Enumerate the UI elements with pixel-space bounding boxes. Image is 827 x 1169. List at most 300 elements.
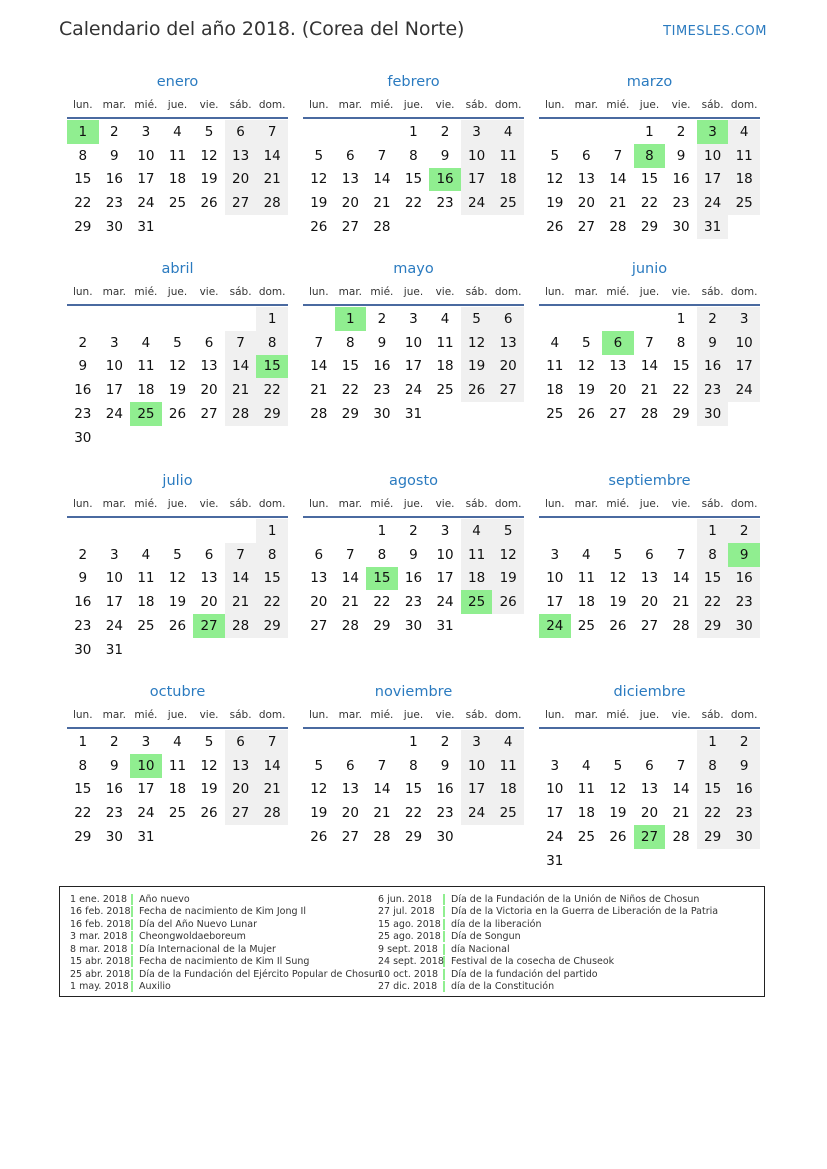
weekday-label: mié. [370, 99, 394, 111]
day-cell: 27 [609, 406, 627, 423]
day-cell: 8 [697, 543, 729, 567]
legend-holiday-name: Día de la Victoria en la Guerra de Liberación de la Patria [451, 906, 719, 918]
legend-holiday-name: día Nacional [451, 943, 510, 955]
day-cell: 30 [74, 429, 92, 446]
legend-date: 1 may. 2018 [70, 981, 133, 992]
day-cell: 11 [436, 334, 454, 351]
weekday-label: mar. [102, 99, 127, 111]
day-cell: 8 [676, 334, 686, 351]
day-cell: 17 [105, 594, 123, 611]
empty-cell [99, 307, 131, 331]
day-cell: 21 [256, 168, 288, 192]
day-cell: 13 [200, 358, 218, 375]
day-cell: 13 [225, 144, 257, 168]
month-name: agosto [388, 473, 439, 489]
empty-cell [303, 307, 335, 331]
day-cell: 4 [492, 730, 524, 754]
day-cell: 2 [78, 546, 88, 563]
day-cell: 28 [672, 829, 690, 846]
month-noviembre [303, 682, 524, 849]
day-cell: 27 [341, 829, 359, 846]
empty-cell [193, 307, 225, 331]
legend-date: 8 mar. 2018 [70, 944, 133, 955]
day-cell: 5 [314, 147, 324, 164]
day-cell: 5 [461, 307, 493, 331]
day-cell: 8 [256, 543, 288, 567]
day-cell: 17 [105, 382, 123, 399]
day-cell: 28 [640, 406, 659, 423]
day-cell: 15 [697, 778, 729, 802]
month-julio [67, 471, 288, 662]
legend-date: 6 jun. 2018 [378, 894, 445, 905]
day-cell: 17 [436, 570, 454, 587]
day-cell: 12 [310, 781, 328, 798]
day-cell: 28 [609, 219, 627, 236]
day-cell: 29 [697, 614, 729, 638]
day-cell: 6 [346, 757, 355, 774]
day-cell: 29 [74, 219, 92, 236]
day-cell: 19 [492, 567, 524, 591]
day-cell: 18 [546, 382, 564, 399]
day-cell: 21 [256, 778, 288, 802]
day-cell: 7 [256, 730, 288, 754]
day-cell: 19 [609, 805, 627, 822]
day-cell: 5 [173, 546, 182, 563]
day-cell: 27 [225, 191, 257, 215]
weekday-label: jue. [403, 286, 424, 298]
weekday-label: vie. [199, 498, 219, 510]
day-cell: 16 [728, 567, 760, 591]
legend-row [70, 931, 381, 944]
day-cell: 4 [582, 546, 591, 563]
day-cell: 7 [346, 546, 355, 563]
empty-cell [634, 730, 666, 754]
day-cell: 20 [225, 168, 257, 192]
day-cell: 6 [225, 120, 257, 144]
day-cell: 16 [105, 171, 123, 188]
day-cell: 19 [168, 382, 187, 399]
weekday-label: mié. [606, 99, 630, 111]
day-cell: 26 [168, 618, 187, 635]
day-cell: 19 [546, 195, 564, 212]
month-diciembre [539, 682, 760, 873]
day-cell: 14 [256, 754, 288, 778]
day-cell: 30 [436, 829, 454, 846]
legend-row [378, 906, 718, 919]
day-cell: 27 [492, 378, 524, 402]
day-cell: 25 [168, 195, 187, 212]
day-cell: 16 [105, 781, 123, 798]
day-cell: 14 [672, 781, 690, 798]
weekday-label: vie. [671, 286, 691, 298]
weekday-label: lun. [308, 99, 329, 111]
day-cell: 18 [137, 594, 155, 611]
day-cell: 16 [436, 781, 454, 798]
day-cell: 6 [582, 147, 591, 164]
day-cell: 11 [546, 358, 564, 375]
weekday-label: sáb. [701, 709, 724, 721]
weekday-label: sáb. [701, 498, 724, 510]
day-cell: 3 [550, 757, 560, 774]
day-cell: 24 [436, 594, 454, 611]
day-cell: 13 [577, 171, 595, 188]
day-cell: 22 [404, 805, 423, 822]
day-cell: 3 [728, 307, 760, 331]
day-cell: 18 [168, 781, 187, 798]
day-cell: 12 [200, 147, 218, 164]
weekday-header [67, 280, 288, 306]
empty-cell [634, 307, 666, 331]
day-cell: 25 [137, 618, 155, 635]
weekday-label: lun. [544, 498, 565, 510]
day-cell: 28 [373, 219, 391, 236]
day-cell: 20 [640, 805, 659, 822]
weekday-header [539, 703, 760, 729]
holiday-day-cell: 27 [634, 825, 666, 849]
day-cell: 4 [141, 334, 151, 351]
day-cell: 11 [137, 570, 155, 587]
month-name: junio [631, 261, 668, 277]
weekday-label: jue. [639, 99, 660, 111]
day-cell: 5 [204, 733, 214, 750]
day-cell: 21 [373, 805, 391, 822]
day-cell: 13 [310, 570, 328, 587]
weekday-label: dom. [730, 286, 758, 298]
month-name: febrero [387, 74, 440, 90]
day-cell: 24 [137, 195, 155, 212]
empty-cell [67, 519, 99, 543]
day-cell: 1 [645, 123, 654, 140]
day-cell: 24 [404, 382, 423, 399]
empty-cell [335, 120, 367, 144]
day-cell: 21 [225, 378, 257, 402]
day-cell: 1 [256, 519, 288, 543]
legend-row [378, 956, 718, 969]
day-cell: 20 [492, 355, 524, 379]
day-cell: 18 [137, 382, 155, 399]
weekday-label: lun. [72, 99, 93, 111]
day-cell: 14 [672, 570, 690, 587]
day-cell: 19 [310, 195, 328, 212]
day-cell: 16 [672, 171, 690, 188]
legend-date: 15 ago. 2018 [378, 919, 445, 930]
legend-holiday-name: Día de Songun [451, 931, 521, 943]
day-cell: 23 [105, 805, 123, 822]
day-cell: 14 [609, 171, 627, 188]
weekday-label: mar. [574, 286, 599, 298]
weekday-label: mié. [370, 498, 394, 510]
day-cell: 2 [676, 123, 686, 140]
day-cell: 7 [314, 334, 324, 351]
weekday-label: lun. [544, 286, 565, 298]
day-cell: 15 [672, 358, 690, 375]
day-cell: 31 [105, 641, 123, 658]
day-cell: 6 [225, 730, 257, 754]
day-cell: 23 [697, 378, 729, 402]
day-cell: 20 [609, 382, 627, 399]
month-abril [67, 259, 288, 450]
month-name: marzo [626, 74, 673, 90]
legend-date: 25 ago. 2018 [378, 931, 445, 942]
day-cell: 10 [404, 334, 423, 351]
day-cell: 29 [341, 406, 359, 423]
day-cell: 9 [440, 757, 450, 774]
day-cell: 2 [110, 123, 119, 140]
empty-cell [539, 730, 571, 754]
legend-holiday-name: día de la Constitución [451, 981, 555, 993]
weekday-label: mar. [338, 99, 363, 111]
day-cell: 13 [341, 171, 359, 188]
weekday-label: jue. [167, 286, 188, 298]
weekday-label: sáb. [465, 709, 488, 721]
day-cell: 5 [613, 546, 623, 563]
day-cell: 11 [728, 144, 760, 168]
day-cell: 3 [110, 334, 119, 351]
day-cell: 14 [373, 781, 391, 798]
day-cell: 7 [613, 147, 623, 164]
weekday-label: jue. [639, 286, 660, 298]
legend-date: 9 sept. 2018 [378, 944, 445, 955]
day-grid [303, 307, 524, 426]
day-cell: 9 [676, 147, 686, 164]
legend-holiday-name: Auxilio [139, 981, 171, 993]
day-cell: 5 [173, 334, 182, 351]
legend-holiday-name: Festival de la cosecha de Chuseok [451, 956, 615, 968]
day-cell: 25 [168, 805, 187, 822]
legend-holiday-name: Año nuevo [139, 893, 190, 905]
day-cell: 26 [492, 590, 524, 614]
day-cell: 29 [640, 219, 659, 236]
day-cell: 16 [728, 778, 760, 802]
legend-row [378, 981, 718, 994]
day-cell: 27 [225, 801, 257, 825]
weekday-label: vie. [435, 709, 455, 721]
day-cell: 22 [697, 801, 729, 825]
day-cell: 9 [78, 358, 88, 375]
day-cell: 3 [141, 733, 151, 750]
day-cell: 2 [78, 334, 88, 351]
day-cell: 5 [314, 757, 324, 774]
month-agosto [303, 471, 524, 638]
weekday-label: dom. [258, 99, 286, 111]
weekday-label: mié. [134, 286, 158, 298]
month-mayo [303, 259, 524, 426]
day-cell: 15 [697, 567, 729, 591]
day-cell: 22 [341, 382, 359, 399]
day-cell: 2 [728, 519, 760, 543]
empty-cell [130, 519, 162, 543]
day-cell: 19 [609, 594, 627, 611]
day-cell: 30 [697, 402, 729, 426]
empty-cell [634, 519, 666, 543]
day-cell: 2 [409, 522, 418, 539]
day-cell: 9 [728, 754, 760, 778]
day-cell: 24 [697, 191, 729, 215]
weekday-label: jue. [403, 498, 424, 510]
brand-link[interactable]: TIMESLES.COM [663, 24, 767, 39]
weekday-label: mar. [338, 709, 363, 721]
day-cell: 11 [461, 543, 493, 567]
day-cell: 26 [461, 378, 493, 402]
day-cell: 8 [377, 546, 387, 563]
day-cell: 14 [225, 567, 257, 591]
day-cell: 23 [436, 195, 454, 212]
holiday-day-cell: 25 [461, 590, 493, 614]
weekday-label: mar. [574, 99, 599, 111]
day-cell: 18 [492, 168, 524, 192]
legend-row [70, 981, 381, 994]
day-cell: 23 [105, 195, 123, 212]
day-cell: 14 [225, 355, 257, 379]
day-cell: 21 [609, 195, 627, 212]
day-cell: 3 [141, 123, 151, 140]
day-cell: 6 [645, 757, 654, 774]
day-cell: 5 [550, 147, 560, 164]
day-cell: 15 [256, 567, 288, 591]
day-cell: 19 [577, 382, 595, 399]
day-grid [539, 519, 760, 638]
day-cell: 24 [728, 378, 760, 402]
weekday-label: lun. [72, 709, 93, 721]
legend-holiday-name: Fecha de nacimiento de Kim Jong Il [139, 906, 306, 918]
day-cell: 31 [436, 618, 454, 635]
day-cell: 4 [728, 120, 760, 144]
legend-row [378, 943, 718, 956]
day-cell: 8 [697, 754, 729, 778]
legend-date: 24 sept. 2018 [378, 956, 444, 968]
legend-row [70, 918, 381, 931]
day-cell: 26 [310, 219, 328, 236]
weekday-label: dom. [258, 709, 286, 721]
legend-date: 16 feb. 2018 [70, 919, 133, 930]
day-cell: 1 [78, 733, 88, 750]
holiday-day-cell: 6 [602, 331, 634, 355]
legend-column-left [70, 893, 381, 993]
day-cell: 17 [137, 171, 155, 188]
empty-cell [335, 519, 367, 543]
day-cell: 9 [440, 147, 450, 164]
day-cell: 13 [492, 331, 524, 355]
legend-holiday-name: Día de la fundación del partido [451, 968, 598, 980]
month-name: mayo [393, 261, 434, 277]
legend-row [378, 931, 718, 944]
weekday-label: mié. [370, 286, 394, 298]
day-grid [539, 307, 760, 426]
day-cell: 17 [137, 781, 155, 798]
day-cell: 5 [613, 757, 623, 774]
weekday-label: lun. [308, 286, 329, 298]
empty-cell [193, 519, 225, 543]
weekday-label: vie. [199, 99, 219, 111]
day-cell: 12 [168, 358, 187, 375]
day-cell: 16 [373, 358, 391, 375]
day-cell: 18 [168, 171, 187, 188]
empty-cell [665, 730, 697, 754]
weekday-label: sáb. [701, 99, 724, 111]
day-cell: 3 [550, 546, 560, 563]
legend-date: 16 feb. 2018 [70, 906, 133, 917]
day-cell: 27 [640, 618, 659, 635]
day-cell: 2 [440, 733, 450, 750]
holiday-day-cell: 24 [539, 614, 571, 638]
day-cell: 17 [546, 594, 564, 611]
day-cell: 30 [728, 825, 760, 849]
weekday-label: sáb. [465, 286, 488, 298]
day-cell: 2 [440, 123, 450, 140]
day-cell: 12 [609, 570, 627, 587]
day-cell: 13 [609, 358, 627, 375]
day-cell: 15 [74, 171, 92, 188]
day-grid [67, 519, 288, 662]
day-cell: 25 [728, 191, 760, 215]
day-cell: 21 [341, 594, 359, 611]
empty-cell [303, 730, 335, 754]
day-cell: 25 [492, 191, 524, 215]
day-cell: 13 [640, 781, 659, 798]
weekday-label: mar. [338, 286, 363, 298]
day-cell: 12 [577, 358, 595, 375]
weekday-label: jue. [167, 709, 188, 721]
day-cell: 23 [404, 594, 423, 611]
day-cell: 6 [204, 334, 214, 351]
day-cell: 10 [436, 546, 454, 563]
empty-cell [366, 120, 398, 144]
weekday-label: dom. [258, 286, 286, 298]
month-name: julio [162, 473, 193, 489]
day-cell: 6 [645, 546, 654, 563]
weekday-label: lun. [72, 498, 93, 510]
weekday-label: vie. [435, 498, 455, 510]
weekday-label: sáb. [465, 99, 488, 111]
day-cell: 13 [341, 781, 359, 798]
weekday-header [67, 93, 288, 119]
day-cell: 7 [676, 757, 686, 774]
day-cell: 26 [609, 829, 627, 846]
empty-cell [571, 307, 603, 331]
day-cell: 4 [582, 757, 591, 774]
day-grid [67, 120, 288, 239]
day-cell: 21 [310, 382, 328, 399]
weekday-label: dom. [494, 99, 522, 111]
weekday-header [303, 280, 524, 306]
day-cell: 3 [409, 310, 418, 327]
day-cell: 10 [105, 570, 123, 587]
weekday-header [539, 280, 760, 306]
legend-row [70, 893, 381, 906]
day-cell: 30 [74, 641, 92, 658]
weekday-header [303, 703, 524, 729]
day-cell: 15 [341, 358, 359, 375]
day-cell: 22 [74, 805, 92, 822]
day-cell: 30 [105, 829, 123, 846]
day-cell: 3 [110, 546, 119, 563]
weekday-label: jue. [639, 709, 660, 721]
day-cell: 16 [697, 355, 729, 379]
day-cell: 19 [168, 594, 187, 611]
day-cell: 24 [461, 801, 493, 825]
empty-cell [539, 307, 571, 331]
day-cell: 1 [256, 307, 288, 331]
weekday-label: vie. [199, 709, 219, 721]
day-cell: 5 [492, 519, 524, 543]
day-cell: 21 [640, 382, 659, 399]
day-cell: 11 [577, 570, 595, 587]
empty-cell [602, 120, 634, 144]
day-cell: 19 [200, 781, 218, 798]
day-cell: 7 [225, 331, 257, 355]
empty-cell [602, 730, 634, 754]
empty-cell [225, 519, 257, 543]
